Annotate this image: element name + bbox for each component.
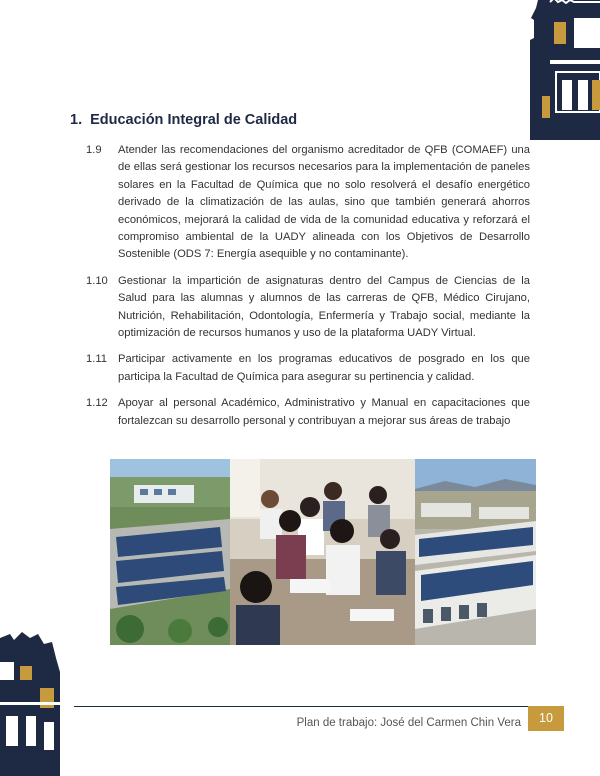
- item-text: Atender las recomendaciones del organismo acreditador de QFB (COMAEF) una de ellas será gestionar los recursos necesarios para la implementación de paneles solares en la Facultad de Química que no solo resolverá el desafío energético derivado de la climatización de las aulas, sino que también generará ahorros económicos, mejorará la calidad de vida de la comunidad educativa y reforzará el compromiso ambiental de la UADY alineada con los Objetivos de Desarrollo Sostenible (ODS 7: Energía asequible y no contaminante).: [118, 144, 530, 261]
- item-number: 1.10: [86, 274, 108, 287]
- list-item: [86, 395, 530, 430]
- item-number: 1.11: [86, 353, 107, 366]
- building-silhouette-icon: [0, 632, 66, 776]
- section-title: Educación Integral de Calidad: [90, 112, 298, 128]
- item-text: Participar activamente en los programas educativos de posgrado en los que participa la Facultad de Química para asegurar su pertinencia y calidad.: [118, 353, 530, 383]
- item-text: Apoyar al personal Académico, Administrativo y Manual en capacitaciones que fortalezcan su desarrollo personal y contribuyan a mejorar sus áreas de trabajo: [118, 397, 530, 427]
- list-item: [86, 273, 530, 343]
- item-list: [86, 142, 530, 439]
- item-number: 1.12: [86, 397, 108, 410]
- solar-building-photo: [415, 459, 536, 645]
- section-number: 1.: [70, 112, 83, 128]
- list-item: [86, 351, 530, 386]
- item-number: 1.9: [86, 144, 102, 156]
- photo-collage: [110, 459, 536, 645]
- list-item: [86, 142, 530, 264]
- campus-solar-aerial-photo: [110, 459, 230, 645]
- section-heading: [70, 112, 297, 128]
- item-text: Gestionar la impartición de asignaturas dentro del Campus de Ciencias de la Salud para las alumnas y alumnos de las carreras de QFB, Médico Cirujano, Nutrición, Rehabilitación, Odontología, Enfermería y Trabajo social, mediante la optimización de recursos humanos y uso de la plataforma UADY Virtual.: [118, 274, 530, 340]
- page-number: 10: [528, 706, 564, 731]
- footer-text: Plan de trabajo: José del Carmen Chin Vera: [296, 717, 521, 729]
- footer-divider: [74, 706, 528, 707]
- building-silhouette-icon: [528, 0, 600, 140]
- students-classroom-photo: [230, 459, 415, 645]
